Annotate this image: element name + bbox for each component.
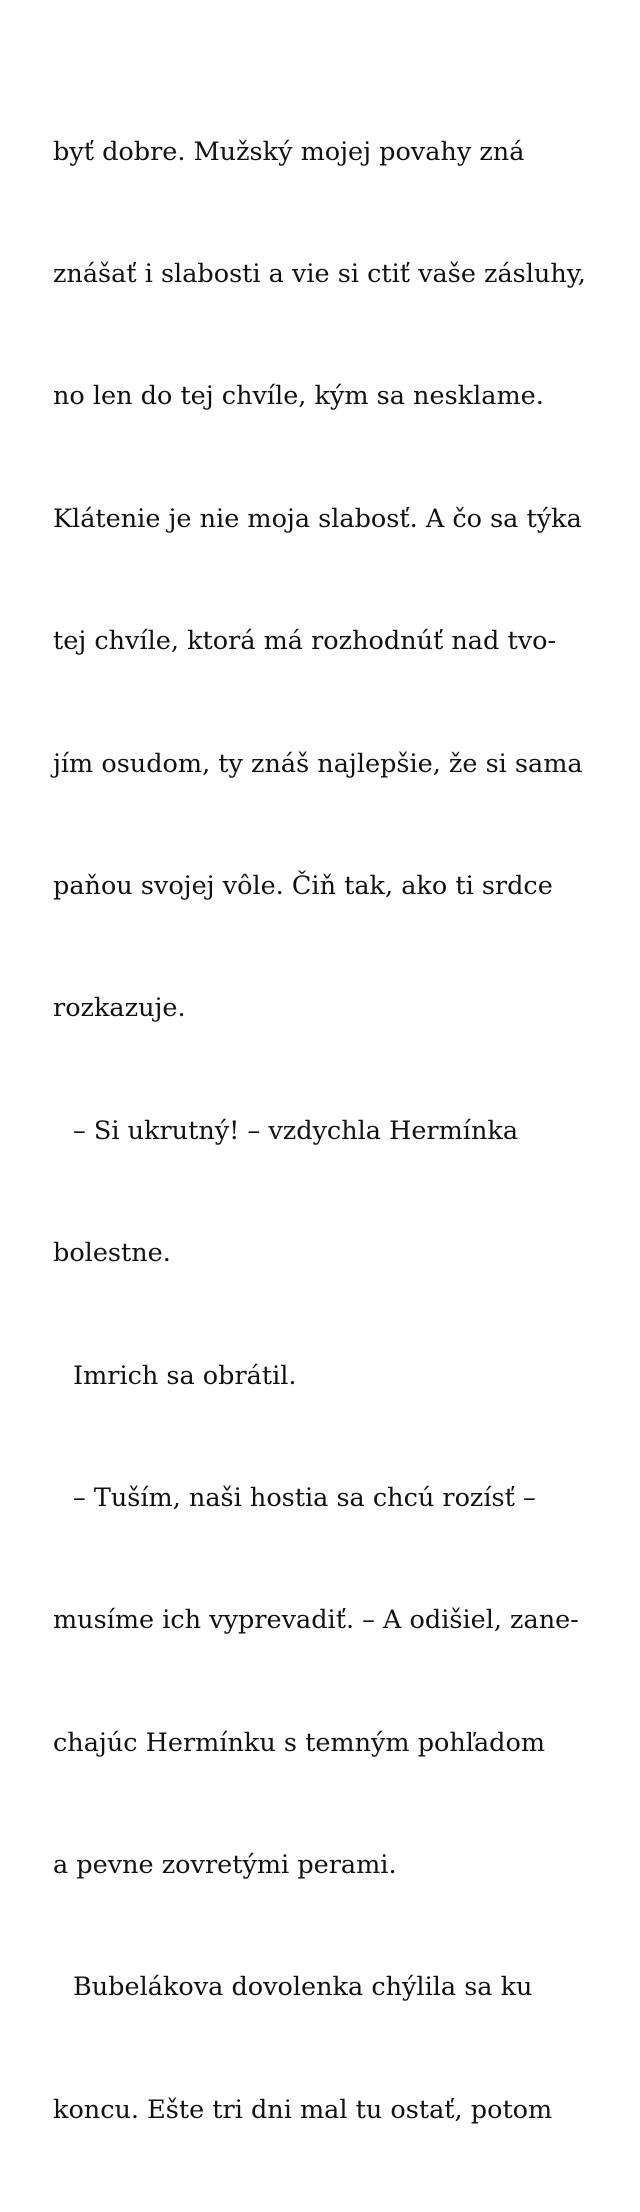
text-line-4: Klátenie je nie moja slabosť. A čo sa týka <box>53 503 582 534</box>
text-line-16: Bubelákova dovolenka chýlila sa ku <box>73 1972 533 2003</box>
text-line-3: no len do tej chvíle, kým sa nesklame. <box>53 381 544 412</box>
text-line-2: znášať i slabosti a vie si ctiť vaše zásluhy, <box>53 258 586 289</box>
text-line-5: tej chvíle, ktorá má rozhodnúť nad tvo- <box>53 626 557 657</box>
text-line-7: paňou svojej vôle. Čiň tak, ako ti srdce <box>53 870 553 901</box>
text-line-15: a pevne zovretými perami. <box>53 1850 397 1881</box>
text-line-6: jím osudom, ty znáš najlepšie, že si sama <box>53 748 583 779</box>
text-line-8: rozkazuje. <box>53 993 186 1024</box>
text-line-14: chajúc Hermínku s temným pohľadom <box>53 1727 546 1758</box>
text-line-17: koncu. Ešte tri dni mal tu ostať, potom <box>53 2094 553 2125</box>
text-line-1: byť dobre. Mužský mojej povahy zná <box>53 136 525 167</box>
body-text <box>53 50 633 2212</box>
text-line-11: Imrich sa obrátil. <box>73 1360 297 1391</box>
text-line-9: – Si ukrutný! – vzdychla Hermínka <box>73 1115 519 1146</box>
text-line-10: bolestne. <box>53 1238 171 1269</box>
text-line-13: musíme ich vyprevadiť. – A odišiel, zane- <box>53 1605 579 1636</box>
text-line-12: – Tuším, naši hostia sa chcú rozísť – <box>73 1482 536 1513</box>
